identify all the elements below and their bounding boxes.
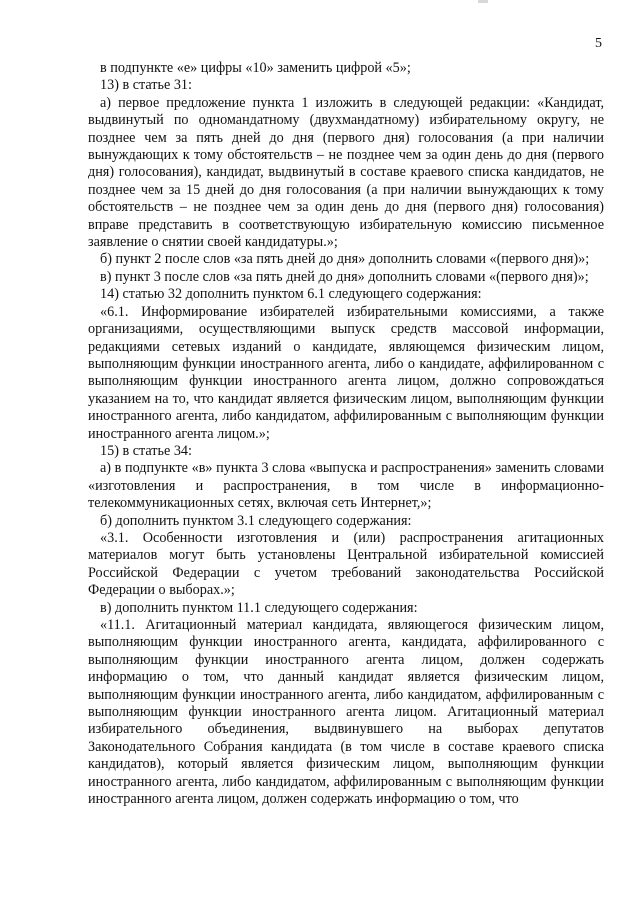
paragraph: б) дополнить пунктом 3.1 следующего содержания: [100,512,412,529]
paragraph: 13) в статье 31: [100,77,192,94]
paragraph: а) первое предложение пункта 1 изложить в следующей редакции: «Кандидат, выдвинутый по одномандатному (двухмандатному) избирательному округу, не позднее чем за пять дней до дня (первого дня) голосования (а при наличии вынуждающих к тому обстоятельств – не позднее чем за один день до дня (первого дня) голосования), кандидат, выдвинутый в составе краевого списка кандидатов, не позднее чем за 15 дней до дня голосования (а при наличии вынуждающих к тому обстоятельств – не позднее чем за один день до дня (первого дня) голосования) вправе представить в соответствующую избирательную комиссию письменное заявление о снятии своей кандидатуры.»; [88,94,604,251]
document-body [88,60,604,808]
paragraph: 15) в статье 34: [100,442,192,459]
paragraph: в) пункт 3 после слов «за пять дней до дня» дополнить словами «(первого дня)»; [100,268,589,285]
paragraph: б) пункт 2 после слов «за пять дней до дня» дополнить словами «(первого дня)»; [100,251,590,268]
paragraph: а) в подпункте «в» пункта 3 слова «выпуска и распространения» заменить словами «изготовления и распространения, в том числе в информационно-телекоммуникационных сетях, включая сеть Интернет,»; [88,460,604,512]
paragraph: «11.1. Агитационный материал кандидата, являющегося физическим лицом, выполняющим функции иностранного агента, кандидата, аффилированного с выполняющим функции иностранного агента лицом, должен содержать информацию о том, что данный кандидат является физическим лицом, выполняющим функции иностранного агента, либо кандидатом, аффилированным с выполняющим функции иностранного агента лицом. Агитационный материал избирательного объединения, выдвинувшего на выборах депутатов Законодательного Собрания кандидата (в том числе в составе краевого списка кандидатов), который является физическим лицом, выполняющим функции иностранного агента, либо кандидатом, аффилированным с выполняющим функции иностранного агента лицом, должен содержать информацию о том, что [88,617,604,808]
paragraph: 14) статью 32 дополнить пунктом 6.1 следующего содержания: [100,286,482,303]
paragraph: в подпункте «е» цифры «10» заменить цифрой «5»; [100,60,411,76]
page-number: 5 [595,36,602,51]
paragraph: «6.1. Информирование избирателей избирательными комиссиями, а также организациями, осуществляющими выпуск средств массовой информации, редакциями сетевых изданий о кандидате, являющемся физическим лицом, выполняющим функции иностранного агента, либо о кандидате, аффилированном с выполняющим функции иностранного агента лицом, должно сопровождаться указанием на то, что кандидат является физическим лицом, выполняющим функции иностранного агента, либо кандидатом, аффилированным с выполняющим функции иностранного агента лицом.»; [88,303,604,442]
paragraph: в) дополнить пунктом 11.1 следующего содержания: [100,599,418,616]
paragraph: «3.1. Особенности изготовления и (или) распространения агитационных материалов могут быть установлены Центральной избирательной комиссией Российской Федерации с учетом требований законодательства Российской Федерации о выборах.»; [88,529,604,599]
scan-artifact [478,0,488,3]
